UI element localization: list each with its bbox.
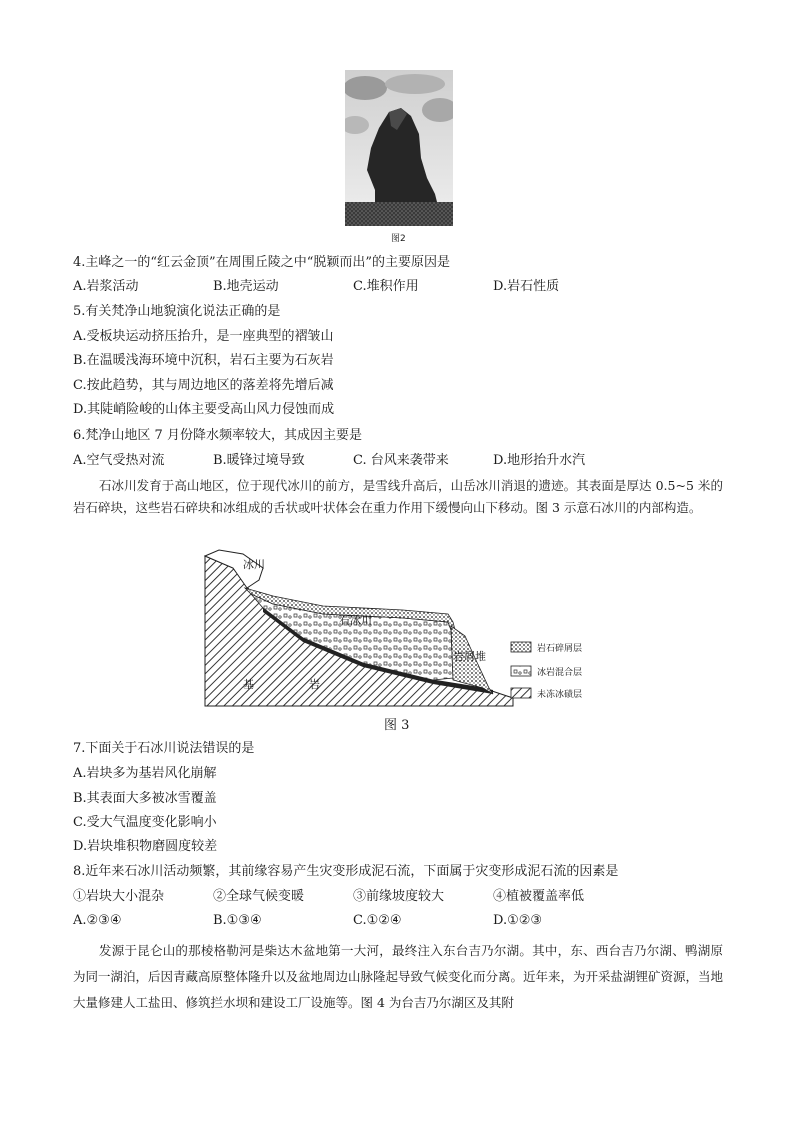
q4-option-c: C.堆积作用 (353, 279, 419, 294)
q5-option-b: B.在温暖浅海环境中沉积，岩石主要为石灰岩 (73, 353, 334, 368)
peak-photo-image (345, 70, 453, 226)
q4-option-a: A.岩浆活动 (73, 279, 139, 294)
q7-option-a: A.岩块多为基岩风化崩解 (73, 766, 217, 781)
q8-option-c: C.①②④ (353, 913, 402, 928)
label-rock-glacier: 石冰川 (339, 614, 372, 627)
figure-2-photo (345, 70, 453, 226)
legend-swatch-ice-rock (511, 666, 531, 676)
q6-option-c: C. 台风来袭带来 (353, 453, 449, 468)
label-bedrock-2: 岩 (309, 678, 320, 691)
legend-ice-rock-layer: 冰岩混合层 (537, 668, 583, 678)
taijinar-lake-passage: 发源于昆仑山的那棱格勒河是柴达木盆地第一大河，最终注入东台吉乃尔湖。其中，东、西台吉乃尔湖、鸭湖原为同一湖泊，后因青藏高原整体隆升以及盆地周边山脉隆起导致气候变化而分离。近年来，为开采盐湖锂矿资源，当地大量修建人工盐田、修筑拦水坝和建设工厂设施等。图 4 为台吉乃尔湖区及其附 (73, 943, 724, 1010)
q5-option-a: A.受板块运动挤压抬升，是一座典型的褶皱山 (73, 329, 334, 344)
legend-till-layer: 未冻冰碛层 (537, 690, 583, 700)
question-6-stem: 6.梵净山地区 7 月份降水频率较大，其成因主要是 (73, 428, 362, 443)
q4-option-d: D.岩石性质 (493, 279, 560, 294)
label-bedrock-1: 基 (243, 678, 254, 691)
q7-option-d: D.岩块堆积物磨圆度较差 (73, 839, 218, 854)
q8-factor-3: ③前缘坡度较大 (353, 889, 445, 904)
rock-glacier-passage: 石冰川发育于高山地区，位于现代冰川的前方，是雪线升高后，山岳冰川消退的遗迹。其表面是厚达 0.5~5 米的岩石碎块，这些岩石碎块和冰组成的舌状或叶状体会在重力作用下缓慢向山下移动。图 3 示意石冰川的内部构造。 (73, 478, 723, 515)
label-talus: 岩屑堆 (453, 650, 486, 663)
q8-factor-4: ④植被覆盖率低 (493, 889, 585, 904)
q8-option-d: D.①②③ (493, 913, 543, 928)
question-4-stem: 4.主峰之一的“红云金顶”在周围丘陵之中“脱颖而出”的主要原因是 (73, 255, 450, 270)
q7-option-c: C.受大气温度变化影响小 (73, 815, 217, 830)
q6-option-d: D.地形抬升水汽 (493, 453, 586, 468)
figure-3-caption: 图 3 (384, 718, 410, 733)
question-8-stem: 8.近年来石冰川活动频繁，其前缘容易产生灾变形成泥石流，下面属于灾变形成泥石流的因素是 (73, 864, 619, 879)
q6-option-b: B.暖锋过境导致 (213, 453, 305, 468)
q7-option-b: B.其表面大多被冰雪覆盖 (73, 791, 217, 806)
q8-option-b: B.①③④ (213, 913, 262, 928)
question-7-stem: 7.下面关于石冰川说法错误的是 (73, 741, 255, 756)
figure-2-caption: 图2 (391, 234, 406, 244)
question-5-stem: 5.有关梵净山地貌演化说法正确的是 (73, 304, 281, 319)
q8-factor-1: ①岩块大小混杂 (73, 889, 165, 904)
legend-swatch-debris (511, 642, 531, 652)
q8-option-a: A.②③④ (73, 913, 122, 928)
q8-factor-2: ②全球气候变暖 (213, 889, 305, 904)
q6-option-a: A.空气受热对流 (73, 453, 165, 468)
legend-debris-layer: 岩石碎屑层 (537, 644, 583, 654)
q4-option-b: B.地壳运动 (213, 279, 279, 294)
q5-option-c: C.按此趋势，其与周边地区的落差将先增后减 (73, 378, 334, 393)
legend-swatch-till (511, 688, 531, 698)
label-glacier: 冰川 (243, 558, 265, 571)
figure-3-diagram (203, 548, 603, 708)
q5-option-d: D.其陡峭险峻的山体主要受高山风力侵蚀而成 (73, 402, 335, 417)
rock-glacier-cross-section (203, 548, 603, 708)
